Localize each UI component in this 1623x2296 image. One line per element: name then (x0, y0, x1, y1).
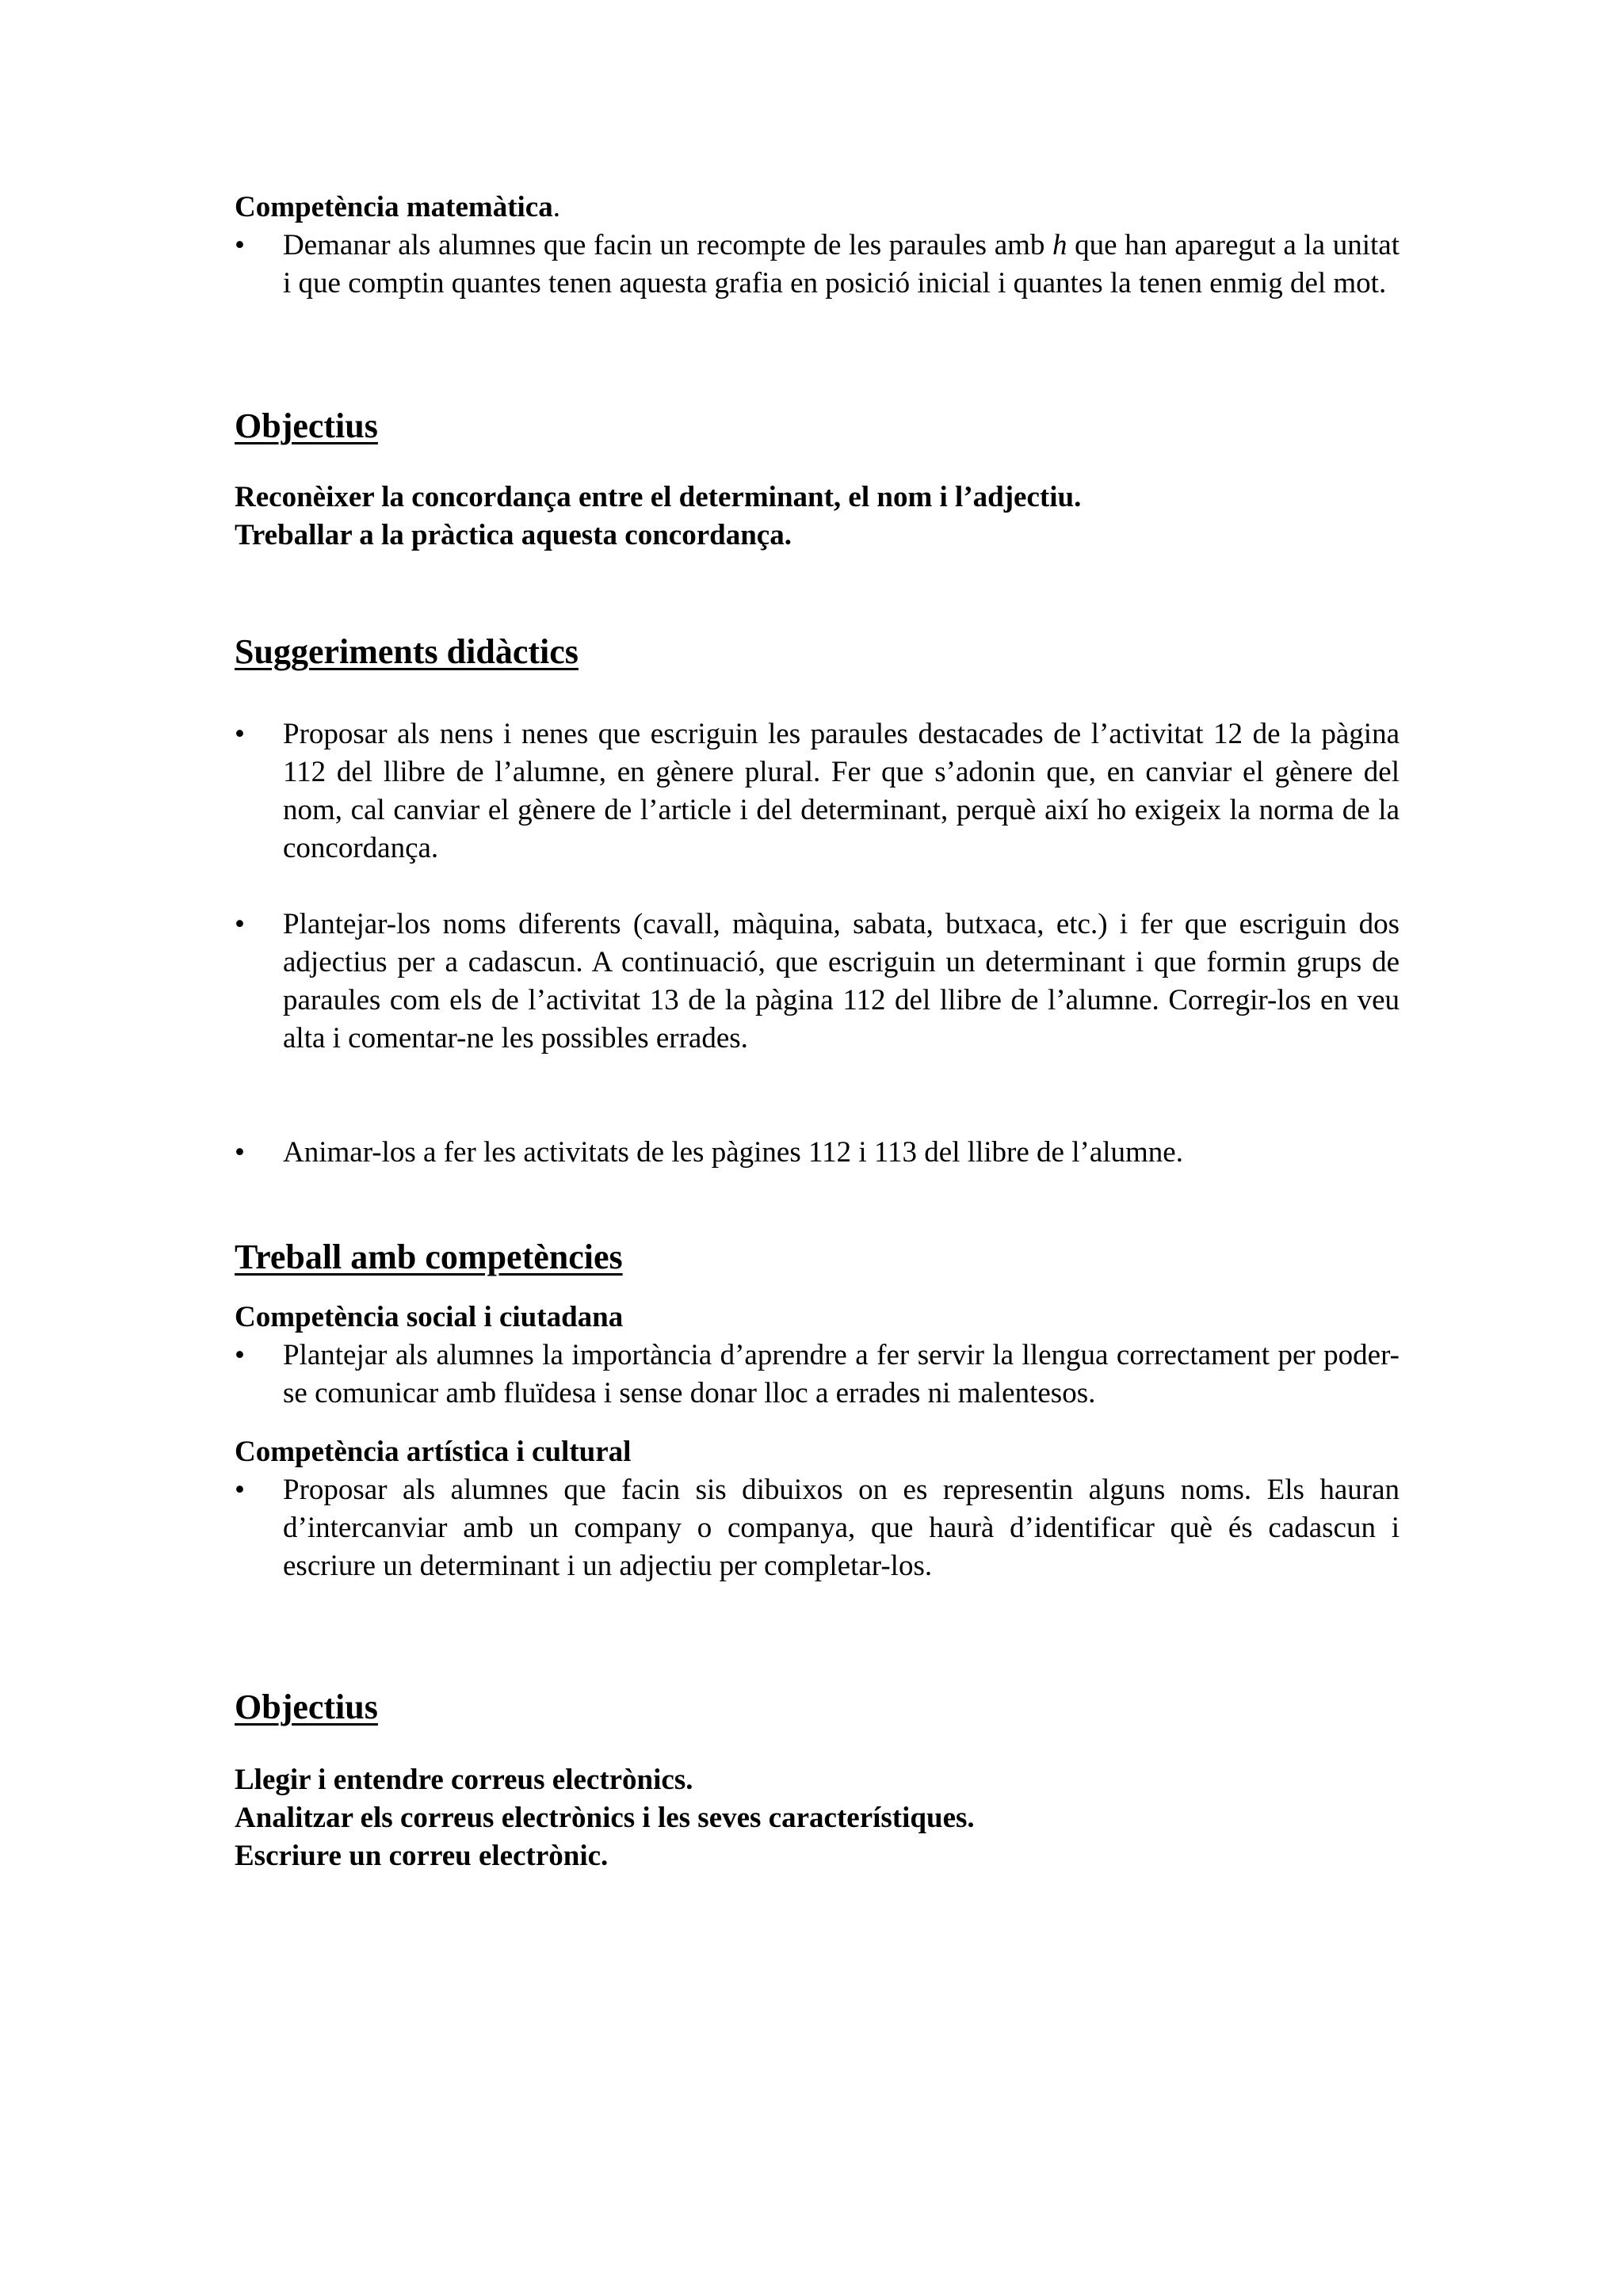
math-item-italic: h (1052, 229, 1067, 261)
math-competence-heading (235, 189, 1400, 227)
suggeriments-title: Suggeriments didàctics (235, 632, 579, 671)
objective-item: Analitzar els correus electrònics i les seves característiques. (235, 1802, 975, 1834)
math-item-text-1: Demanar als alumnes que facin un recompte de les paraules amb (283, 229, 1053, 261)
bullet-icon: • (235, 229, 245, 261)
suggeriment-text: Plantejar-los noms diferents (cavall, màquina, sabata, butxaca, etc.) i fer que escriguin dos adjectius per a cadascun. A continuació, que escriguin un determinant i que formin grups de paraules com els de l’activitat 13 de la pàgina 112 del llibre de l’alumne. Corregir-los en veu alta i comentar-ne les possibles errades. (283, 908, 1400, 1055)
bullet-icon: • (235, 718, 245, 750)
bullet-icon: • (235, 1136, 245, 1169)
treball-title: Treball amb competències (235, 1238, 623, 1276)
objective-item: Llegir i entendre correus electrònics. (235, 1764, 693, 1796)
objective-item: Treballar a la pràctica aquesta concordança. (235, 519, 792, 551)
artistic-bullet-item (235, 1471, 1400, 1585)
social-item-text: Plantejar als alumnes la importància d’aprendre a fer servir la llengua correctament per poder-se comunicar amb fluïdesa i sense donar lloc a errades ni malentesos. (283, 1339, 1400, 1409)
bullet-icon: • (235, 1339, 245, 1371)
objectius-title-1: Objectius (235, 406, 378, 445)
math-bullet-item (235, 227, 1400, 303)
artistic-competence-heading: Competència artística i cultural (235, 1436, 632, 1468)
suggeriment-item-1 (235, 715, 1400, 868)
bullet-icon: • (235, 908, 245, 940)
social-bullet-item (235, 1337, 1400, 1413)
objective-item: Escriure un correu electrònic. (235, 1840, 609, 1872)
suggeriment-item-3 (235, 1134, 1400, 1172)
math-heading-dot: . (552, 191, 560, 223)
math-item-text-2: que han aparegut a la unitat i que comptin quantes tenen aquesta grafia en posició inicial i quantes la tenen enmig del mot. (283, 229, 1400, 299)
suggeriment-item-2 (235, 906, 1400, 1058)
social-competence-heading: Competència social i ciutadana (235, 1301, 624, 1333)
math-heading-text: Competència matemàtica (235, 191, 553, 223)
suggeriment-text: Proposar als nens i nenes que escriguin les paraules destacades de l’activitat 12 de la pàgina 112 del llibre de l’alumne, en gènere plural. Fer que s’adonin que, en canviar el gènere del nom, cal canviar el gènere de l’article i del determinant, perquè així ho exigeix la norma de la concordança. (283, 718, 1400, 864)
objective-item: Reconèixer la concordança entre el determinant, el nom i l’adjectiu. (235, 481, 1082, 513)
suggeriment-text: Animar-los a fer les activitats de les pàgines 112 i 113 del llibre de l’alumne. (283, 1136, 1183, 1169)
document-page (235, 189, 1400, 1875)
bullet-icon: • (235, 1474, 245, 1506)
objectius-title-2: Objectius (235, 1688, 378, 1726)
artistic-item-text: Proposar als alumnes que facin sis dibuixos on es representin alguns noms. Els hauran d’intercanviar amb un company o companya, que haurà d’identificar què és cadascun i escriure un determinant i un adjectiu per completar-los. (283, 1474, 1400, 1582)
